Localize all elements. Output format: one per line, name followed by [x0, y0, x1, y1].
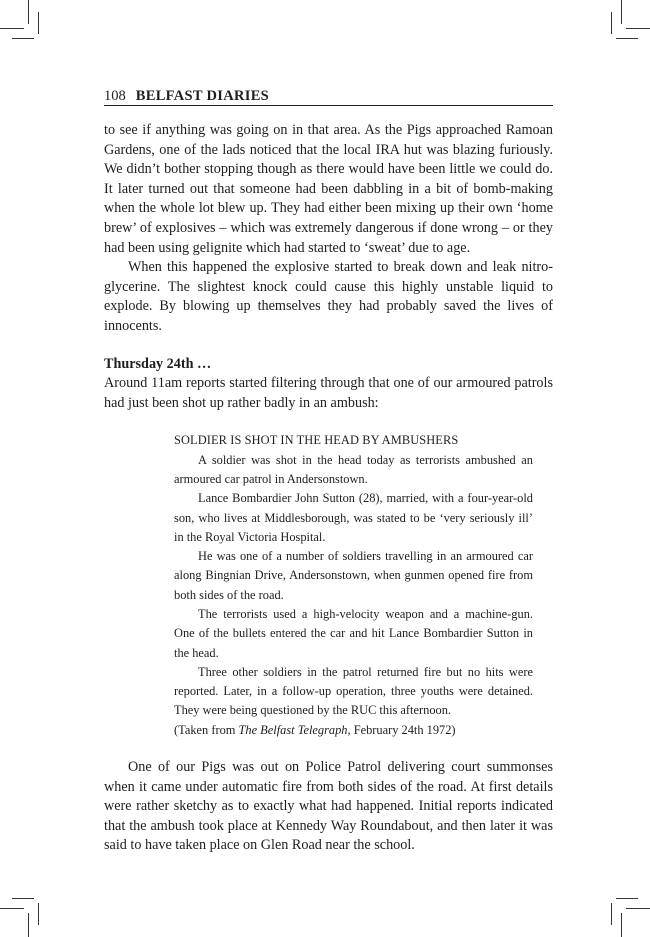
page-number: 108 — [104, 88, 126, 104]
crop-mark — [38, 12, 39, 34]
crop-mark — [621, 0, 622, 24]
crop-mark — [626, 908, 650, 909]
crop-mark — [0, 908, 24, 909]
body-paragraph: Around 11am reports started filtering through that one of our armoured patrols had just been shot up rather badly in an ambush: — [104, 375, 553, 411]
quote-paragraph: Three other soldiers in the patrol returned fire but no hits were reported. Later, in a follow-up operation, three youths were detained. They were being questioned by the RUC this afternoon. — [174, 664, 533, 718]
newspaper-quote — [174, 431, 533, 740]
quote-source-suffix: , February 24th 1972) — [347, 722, 456, 737]
page-body — [104, 121, 553, 856]
quote-source-title: The Belfast Telegraph — [238, 722, 348, 737]
quote-headline: SOLDIER IS SHOT IN THE HEAD BY AMBUSHERS — [174, 433, 459, 448]
crop-mark — [12, 898, 34, 899]
crop-mark — [621, 913, 622, 937]
crop-mark — [28, 0, 29, 24]
quote-paragraph: A soldier was shot in the head today as terrorists ambushed an armoured car patrol in Andersonstown. — [174, 452, 533, 486]
crop-mark — [616, 38, 638, 39]
quote-paragraph: Lance Bombardier John Sutton (28), married, with a four-year-old son, who lives at Middlesborough, was stated to be ‘very seriously ill’ in the Royal Victoria Hospital. — [174, 491, 533, 544]
quote-source — [174, 721, 533, 740]
crop-mark — [611, 12, 612, 34]
quote-source-prefix: (Taken from — [174, 722, 239, 737]
crop-mark — [626, 28, 650, 29]
quote-paragraph: He was one of a number of soldiers travelling in an armoured car along Bingnian Drive, Andersonstown, when gunmen opened fire from both sides of the road. — [174, 549, 533, 602]
crop-mark — [611, 903, 612, 925]
running-header — [104, 88, 553, 106]
body-paragraph: to see if anything was going on in that area. As the Pigs approached Ramoan Gardens, one of the lads noticed that the local IRA hut was blazing furiously. We didn’t bother stopping though as there would have been little we could do. It later turned out that someone had been dabbling in a bit of bomb-making when the whole lot blew up. They had either been mixing up their own ‘home brew’ of explosives – which was extremely dangerous if done wrong – or they had been using gelignite which had started to ‘sweat’ due to age. — [104, 122, 553, 256]
body-paragraph: When this happened the explosive started to break down and leak nitroglycerine. The slightest knock could cause this highly unstable liquid to explode. By blowing up themselves they had probably saved the lives of innocents. — [104, 259, 553, 334]
book-title: BELFAST DIARIES — [135, 88, 270, 104]
crop-mark — [616, 898, 638, 899]
body-paragraph: One of our Pigs was out on Police Patrol delivering court summonses when it came under automatic fire from both sides of the road. At first details were rather sketchy as to exactly what had happened. Initial reports indicated that the ambush took place at Kennedy Way Roundabout, and then later it was said to have taken place on Glen Road near the school. — [104, 759, 553, 854]
crop-mark — [12, 38, 34, 39]
crop-mark — [38, 903, 39, 925]
crop-mark — [0, 28, 24, 29]
quote-paragraph: The terrorists used a high-velocity weapon and a machine-gun. One of the bullets entered the car and hit Lance Bombardier Sutton in the head. — [174, 606, 533, 660]
diary-entry-heading: Thursday 24th … — [104, 355, 212, 372]
crop-mark — [28, 913, 29, 937]
